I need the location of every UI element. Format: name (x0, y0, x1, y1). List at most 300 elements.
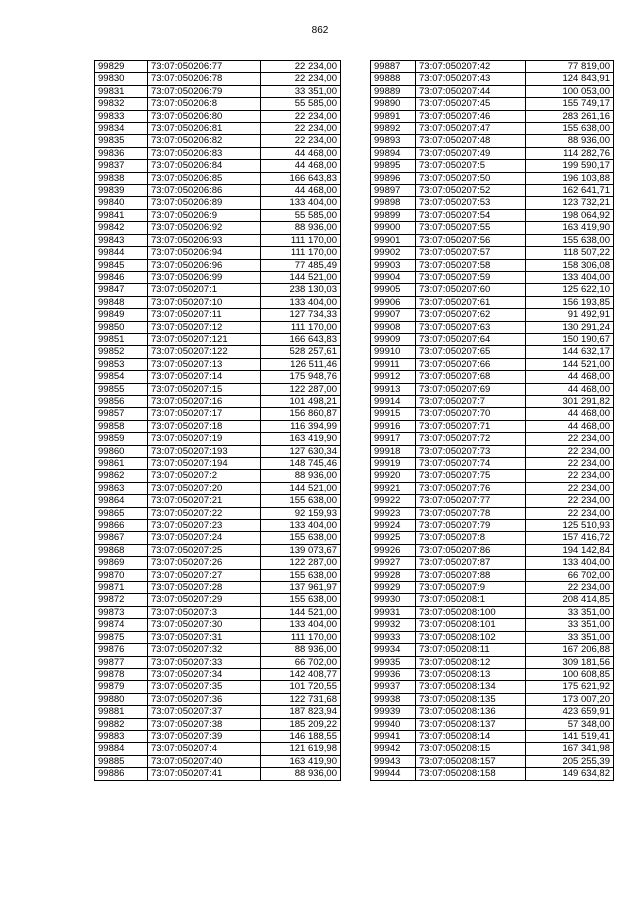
cadastral-number: 73:07:050207:34 (148, 668, 261, 680)
table-row (95, 61, 341, 73)
table-row (95, 681, 341, 693)
cadastral-number: 73:07:050207:59 (416, 271, 526, 283)
table-row (95, 594, 341, 606)
cadastral-value: 33 351,00 (261, 85, 341, 97)
cadastral-number: 73:07:050207:21 (148, 495, 261, 507)
cadastral-number: 73:07:050207:50 (416, 172, 526, 184)
row-number: 99912 (371, 371, 416, 383)
table-row (95, 544, 341, 556)
table-row (371, 147, 614, 159)
table-row (95, 482, 341, 494)
cadastral-value: 22 234,00 (261, 61, 341, 73)
table-row (371, 110, 614, 122)
table-row (95, 433, 341, 445)
row-number: 99902 (371, 247, 416, 259)
cadastral-value: 125 510,93 (526, 520, 614, 532)
cadastral-number: 73:07:050207:63 (416, 321, 526, 333)
row-number: 99871 (95, 582, 148, 594)
cadastral-value: 155 638,00 (261, 532, 341, 544)
cadastral-number: 73:07:050207:52 (416, 185, 526, 197)
row-number: 99931 (371, 606, 416, 618)
cadastral-number: 73:07:050207:23 (148, 520, 261, 532)
table-row (371, 234, 614, 246)
cadastral-value: 88 936,00 (261, 644, 341, 656)
cadastral-value: 22 234,00 (526, 482, 614, 494)
table-row (95, 631, 341, 643)
cadastral-number: 73:07:050207:64 (416, 333, 526, 345)
table-row (371, 135, 614, 147)
row-number: 99844 (95, 247, 148, 259)
cadastral-value: 185 209,22 (261, 718, 341, 730)
cadastral-number: 73:07:050207:56 (416, 234, 526, 246)
cadastral-value: 122 287,00 (261, 557, 341, 569)
row-number: 99939 (371, 706, 416, 718)
cadastral-value: 187 823,94 (261, 706, 341, 718)
row-number: 99888 (371, 73, 416, 85)
cadastral-value: 141 519,41 (526, 730, 614, 742)
row-number: 99929 (371, 582, 416, 594)
cadastral-value: 163 419,90 (526, 222, 614, 234)
table-row (371, 420, 614, 432)
row-number: 99885 (95, 755, 148, 767)
row-number: 99834 (95, 123, 148, 135)
cadastral-value: 22 234,00 (526, 458, 614, 470)
cadastral-value: 175 948,76 (261, 371, 341, 383)
row-number: 99843 (95, 234, 148, 246)
cadastral-value: 133 404,00 (261, 296, 341, 308)
table-row (371, 507, 614, 519)
row-number: 99922 (371, 495, 416, 507)
cadastral-value: 133 404,00 (261, 197, 341, 209)
row-number: 99889 (371, 85, 416, 97)
cadastral-number: 73:07:050208:137 (416, 718, 526, 730)
row-number: 99849 (95, 309, 148, 321)
row-number: 99830 (95, 73, 148, 85)
table-row (95, 532, 341, 544)
cadastral-number: 73:07:050206:81 (148, 123, 261, 135)
table-row (371, 693, 614, 705)
cadastral-number: 73:07:050207:18 (148, 420, 261, 432)
row-number: 99887 (371, 61, 416, 73)
table-row (371, 358, 614, 370)
cadastral-value: 155 638,00 (526, 234, 614, 246)
table-row (371, 656, 614, 668)
row-number: 99910 (371, 346, 416, 358)
row-number: 99932 (371, 619, 416, 631)
cadastral-number: 73:07:050206:83 (148, 147, 261, 159)
table-row (95, 606, 341, 618)
table-row (371, 309, 614, 321)
cadastral-number: 73:07:050207:75 (416, 470, 526, 482)
row-number: 99921 (371, 482, 416, 494)
row-number: 99882 (95, 718, 148, 730)
cadastral-value: 148 745,46 (261, 458, 341, 470)
row-number: 99860 (95, 445, 148, 457)
cadastral-number: 73:07:050207:55 (416, 222, 526, 234)
row-number: 99908 (371, 321, 416, 333)
table-row (371, 209, 614, 221)
cadastral-number: 73:07:050207:29 (148, 594, 261, 606)
cadastral-number: 73:07:050207:86 (416, 544, 526, 556)
cadastral-number: 73:07:050206:77 (148, 61, 261, 73)
cadastral-value: 137 961,97 (261, 582, 341, 594)
row-number: 99831 (95, 85, 148, 97)
row-number: 99859 (95, 433, 148, 445)
cadastral-value: 155 638,00 (526, 123, 614, 135)
cadastral-number: 73:07:050207:45 (416, 98, 526, 110)
row-number: 99942 (371, 743, 416, 755)
cadastral-value: 44 468,00 (261, 147, 341, 159)
cadastral-value: 122 287,00 (261, 383, 341, 395)
cadastral-number: 73:07:050207:71 (416, 420, 526, 432)
cadastral-value: 173 007,20 (526, 693, 614, 705)
cadastral-value: 44 468,00 (526, 408, 614, 420)
cadastral-number: 73:07:050207:7 (416, 395, 526, 407)
row-number: 99938 (371, 693, 416, 705)
cadastral-value: 144 632,17 (526, 346, 614, 358)
cadastral-number: 73:07:050208:134 (416, 681, 526, 693)
cadastral-value: 55 585,00 (261, 98, 341, 110)
table-row (371, 668, 614, 680)
cadastral-number: 73:07:050208:102 (416, 631, 526, 643)
cadastral-number: 73:07:050207:121 (148, 333, 261, 345)
cadastral-value: 126 511,46 (261, 358, 341, 370)
table-row (95, 147, 341, 159)
cadastral-number: 73:07:050207:32 (148, 644, 261, 656)
cadastral-value: 33 351,00 (526, 619, 614, 631)
cadastral-number: 73:07:050207:3 (148, 606, 261, 618)
cadastral-number: 73:07:050207:74 (416, 458, 526, 470)
cadastral-value: 22 234,00 (526, 507, 614, 519)
cadastral-value: 100 608,85 (526, 668, 614, 680)
cadastral-number: 73:07:050207:38 (148, 718, 261, 730)
cadastral-value: 100 053,00 (526, 85, 614, 97)
table-row (371, 768, 614, 780)
row-number: 99936 (371, 668, 416, 680)
row-number: 99846 (95, 271, 148, 283)
cadastral-value: 121 619,98 (261, 743, 341, 755)
table-row (371, 482, 614, 494)
table-row (371, 730, 614, 742)
cadastral-value: 175 621,92 (526, 681, 614, 693)
cadastral-value: 198 064,92 (526, 209, 614, 221)
row-number: 99941 (371, 730, 416, 742)
table-row (371, 408, 614, 420)
cadastral-number: 73:07:050207:193 (148, 445, 261, 457)
table-row (95, 135, 341, 147)
cadastral-number: 73:07:050207:35 (148, 681, 261, 693)
cadastral-number: 73:07:050207:4 (148, 743, 261, 755)
cadastral-value: 309 181,56 (526, 656, 614, 668)
cadastral-number: 73:07:050207:5 (416, 160, 526, 172)
row-number: 99940 (371, 718, 416, 730)
cadastral-number: 73:07:050207:25 (148, 544, 261, 556)
row-number: 99856 (95, 395, 148, 407)
cadastral-value: 133 404,00 (261, 520, 341, 532)
table-row (95, 371, 341, 383)
row-number: 99855 (95, 383, 148, 395)
row-number: 99853 (95, 358, 148, 370)
row-number: 99863 (95, 482, 148, 494)
table-row (371, 718, 614, 730)
cadastral-number: 73:07:050207:30 (148, 619, 261, 631)
cadastral-number: 73:07:050208:135 (416, 693, 526, 705)
cadastral-number: 73:07:050206:82 (148, 135, 261, 147)
row-number: 99872 (95, 594, 148, 606)
row-number: 99847 (95, 284, 148, 296)
cadastral-number: 73:07:050207:68 (416, 371, 526, 383)
cadastral-value: 77 485,49 (261, 259, 341, 271)
table-row (371, 470, 614, 482)
cadastral-value: 125 622,10 (526, 284, 614, 296)
table-row (95, 582, 341, 594)
table-row (95, 73, 341, 85)
cadastral-value: 139 073,67 (261, 544, 341, 556)
cadastral-number: 73:07:050208:101 (416, 619, 526, 631)
row-number: 99917 (371, 433, 416, 445)
row-number: 99930 (371, 594, 416, 606)
table-row (95, 743, 341, 755)
row-number: 99909 (371, 333, 416, 345)
row-number: 99890 (371, 98, 416, 110)
table-row (95, 458, 341, 470)
cadastral-value: 88 936,00 (526, 135, 614, 147)
cadastral-value: 157 416,72 (526, 532, 614, 544)
cadastral-value: 528 257,61 (261, 346, 341, 358)
cadastral-value: 88 936,00 (261, 768, 341, 780)
cadastral-number: 73:07:050207:9 (416, 582, 526, 594)
table-row (371, 333, 614, 345)
cadastral-number: 73:07:050207:8 (416, 532, 526, 544)
cadastral-value: 158 306,08 (526, 259, 614, 271)
row-number: 99913 (371, 383, 416, 395)
cadastral-value: 111 170,00 (261, 234, 341, 246)
cadastral-number: 73:07:050206:85 (148, 172, 261, 184)
table-row (95, 222, 341, 234)
cadastral-number: 73:07:050207:69 (416, 383, 526, 395)
row-number: 99903 (371, 259, 416, 271)
cadastral-number: 73:07:050208:11 (416, 644, 526, 656)
cadastral-number: 73:07:050208:13 (416, 668, 526, 680)
table-row (371, 185, 614, 197)
table-row (371, 644, 614, 656)
row-number: 99898 (371, 197, 416, 209)
table-row (95, 693, 341, 705)
row-number: 99901 (371, 234, 416, 246)
table-row (95, 557, 341, 569)
cadastral-value: 163 419,90 (261, 755, 341, 767)
left-table (94, 60, 341, 781)
table-row (371, 395, 614, 407)
cadastral-number: 73:07:050207:14 (148, 371, 261, 383)
cadastral-value: 150 190,67 (526, 333, 614, 345)
row-number: 99854 (95, 371, 148, 383)
right-table (370, 60, 614, 781)
cadastral-number: 73:07:050208:15 (416, 743, 526, 755)
table-row (371, 123, 614, 135)
page-number: 862 (311, 25, 329, 36)
cadastral-number: 73:07:050207:194 (148, 458, 261, 470)
table-row (95, 234, 341, 246)
cadastral-number: 73:07:050208:136 (416, 706, 526, 718)
cadastral-number: 73:07:050207:53 (416, 197, 526, 209)
row-number: 99944 (371, 768, 416, 780)
cadastral-value: 199 590,17 (526, 160, 614, 172)
cadastral-number: 73:07:050207:31 (148, 631, 261, 643)
cadastral-value: 127 630,34 (261, 445, 341, 457)
row-number: 99870 (95, 569, 148, 581)
row-number: 99839 (95, 185, 148, 197)
table-row (371, 433, 614, 445)
cadastral-number: 73:07:050207:122 (148, 346, 261, 358)
cadastral-number: 73:07:050207:72 (416, 433, 526, 445)
cadastral-value: 92 159,93 (261, 507, 341, 519)
cadastral-value: 133 404,00 (261, 619, 341, 631)
cadastral-number: 73:07:050207:37 (148, 706, 261, 718)
row-number: 99935 (371, 656, 416, 668)
table-row (95, 569, 341, 581)
cadastral-number: 73:07:050207:28 (148, 582, 261, 594)
cadastral-value: 205 255,39 (526, 755, 614, 767)
row-number: 99867 (95, 532, 148, 544)
cadastral-value: 196 103,88 (526, 172, 614, 184)
row-number: 99865 (95, 507, 148, 519)
cadastral-number: 73:07:050207:36 (148, 693, 261, 705)
cadastral-value: 22 234,00 (261, 73, 341, 85)
row-number: 99914 (371, 395, 416, 407)
cadastral-number: 73:07:050207:40 (148, 755, 261, 767)
row-number: 99904 (371, 271, 416, 283)
table-row (371, 445, 614, 457)
table-row (95, 98, 341, 110)
cadastral-value: 146 188,55 (261, 730, 341, 742)
cadastral-number: 73:07:050207:15 (148, 383, 261, 395)
row-number: 99927 (371, 557, 416, 569)
cadastral-value: 111 170,00 (261, 247, 341, 259)
table-row (95, 333, 341, 345)
row-number: 99864 (95, 495, 148, 507)
cadastral-value: 88 936,00 (261, 222, 341, 234)
cadastral-number: 73:07:050206:78 (148, 73, 261, 85)
cadastral-number: 73:07:050206:93 (148, 234, 261, 246)
cadastral-number: 73:07:050208:1 (416, 594, 526, 606)
row-number: 99918 (371, 445, 416, 457)
cadastral-value: 144 521,00 (526, 358, 614, 370)
table-row (95, 271, 341, 283)
cadastral-value: 127 734,33 (261, 309, 341, 321)
table-row (95, 160, 341, 172)
row-number: 99925 (371, 532, 416, 544)
cadastral-value: 66 702,00 (526, 569, 614, 581)
cadastral-value: 22 234,00 (261, 110, 341, 122)
cadastral-value: 88 936,00 (261, 470, 341, 482)
cadastral-value: 44 468,00 (261, 185, 341, 197)
row-number: 99943 (371, 755, 416, 767)
cadastral-number: 73:07:050206:92 (148, 222, 261, 234)
cadastral-value: 22 234,00 (526, 495, 614, 507)
table-row (95, 284, 341, 296)
table-row (371, 346, 614, 358)
table-row (95, 755, 341, 767)
table-row (95, 172, 341, 184)
table-row (95, 644, 341, 656)
row-number: 99933 (371, 631, 416, 643)
cadastral-number: 73:07:050208:158 (416, 768, 526, 780)
table-row (95, 656, 341, 668)
cadastral-number: 73:07:050207:41 (148, 768, 261, 780)
cadastral-number: 73:07:050207:13 (148, 358, 261, 370)
row-number: 99880 (95, 693, 148, 705)
row-number: 99869 (95, 557, 148, 569)
table-row (371, 160, 614, 172)
table-row (371, 544, 614, 556)
cadastral-value: 156 193,85 (526, 296, 614, 308)
table-row (95, 123, 341, 135)
row-number: 99861 (95, 458, 148, 470)
cadastral-number: 73:07:050207:77 (416, 495, 526, 507)
cadastral-number: 73:07:050207:24 (148, 532, 261, 544)
table-row (95, 110, 341, 122)
cadastral-value: 301 291,82 (526, 395, 614, 407)
cadastral-value: 423 659,91 (526, 706, 614, 718)
cadastral-number: 73:07:050207:48 (416, 135, 526, 147)
cadastral-value: 22 234,00 (526, 445, 614, 457)
cadastral-number: 73:07:050207:39 (148, 730, 261, 742)
table-row (371, 706, 614, 718)
row-number: 99907 (371, 309, 416, 321)
cadastral-number: 73:07:050207:43 (416, 73, 526, 85)
table-row (371, 743, 614, 755)
cadastral-value: 156 860,87 (261, 408, 341, 420)
cadastral-number: 73:07:050206:96 (148, 259, 261, 271)
cadastral-number: 73:07:050206:9 (148, 209, 261, 221)
cadastral-value: 144 521,00 (261, 606, 341, 618)
row-number: 99857 (95, 408, 148, 420)
cadastral-number: 73:07:050207:46 (416, 110, 526, 122)
table-row (371, 172, 614, 184)
table-row (371, 458, 614, 470)
table-row (371, 85, 614, 97)
row-number: 99915 (371, 408, 416, 420)
cadastral-value: 167 206,88 (526, 644, 614, 656)
table-row (371, 606, 614, 618)
table-row (95, 321, 341, 333)
row-number: 99840 (95, 197, 148, 209)
table-row (95, 247, 341, 259)
row-number: 99858 (95, 420, 148, 432)
table-row (371, 321, 614, 333)
cadastral-number: 73:07:050207:16 (148, 395, 261, 407)
table-row (95, 85, 341, 97)
cadastral-value: 124 843,91 (526, 73, 614, 85)
table-row (95, 668, 341, 680)
row-number: 99836 (95, 147, 148, 159)
cadastral-value: 77 819,00 (526, 61, 614, 73)
cadastral-value: 22 234,00 (526, 433, 614, 445)
row-number: 99895 (371, 160, 416, 172)
cadastral-value: 144 521,00 (261, 271, 341, 283)
row-number: 99838 (95, 172, 148, 184)
table-row (371, 755, 614, 767)
cadastral-value: 44 468,00 (526, 371, 614, 383)
table-row (95, 730, 341, 742)
row-number: 99881 (95, 706, 148, 718)
cadastral-number: 73:07:050207:10 (148, 296, 261, 308)
cadastral-value: 155 638,00 (261, 594, 341, 606)
table-row (371, 73, 614, 85)
table-row (371, 557, 614, 569)
table-row (95, 395, 341, 407)
